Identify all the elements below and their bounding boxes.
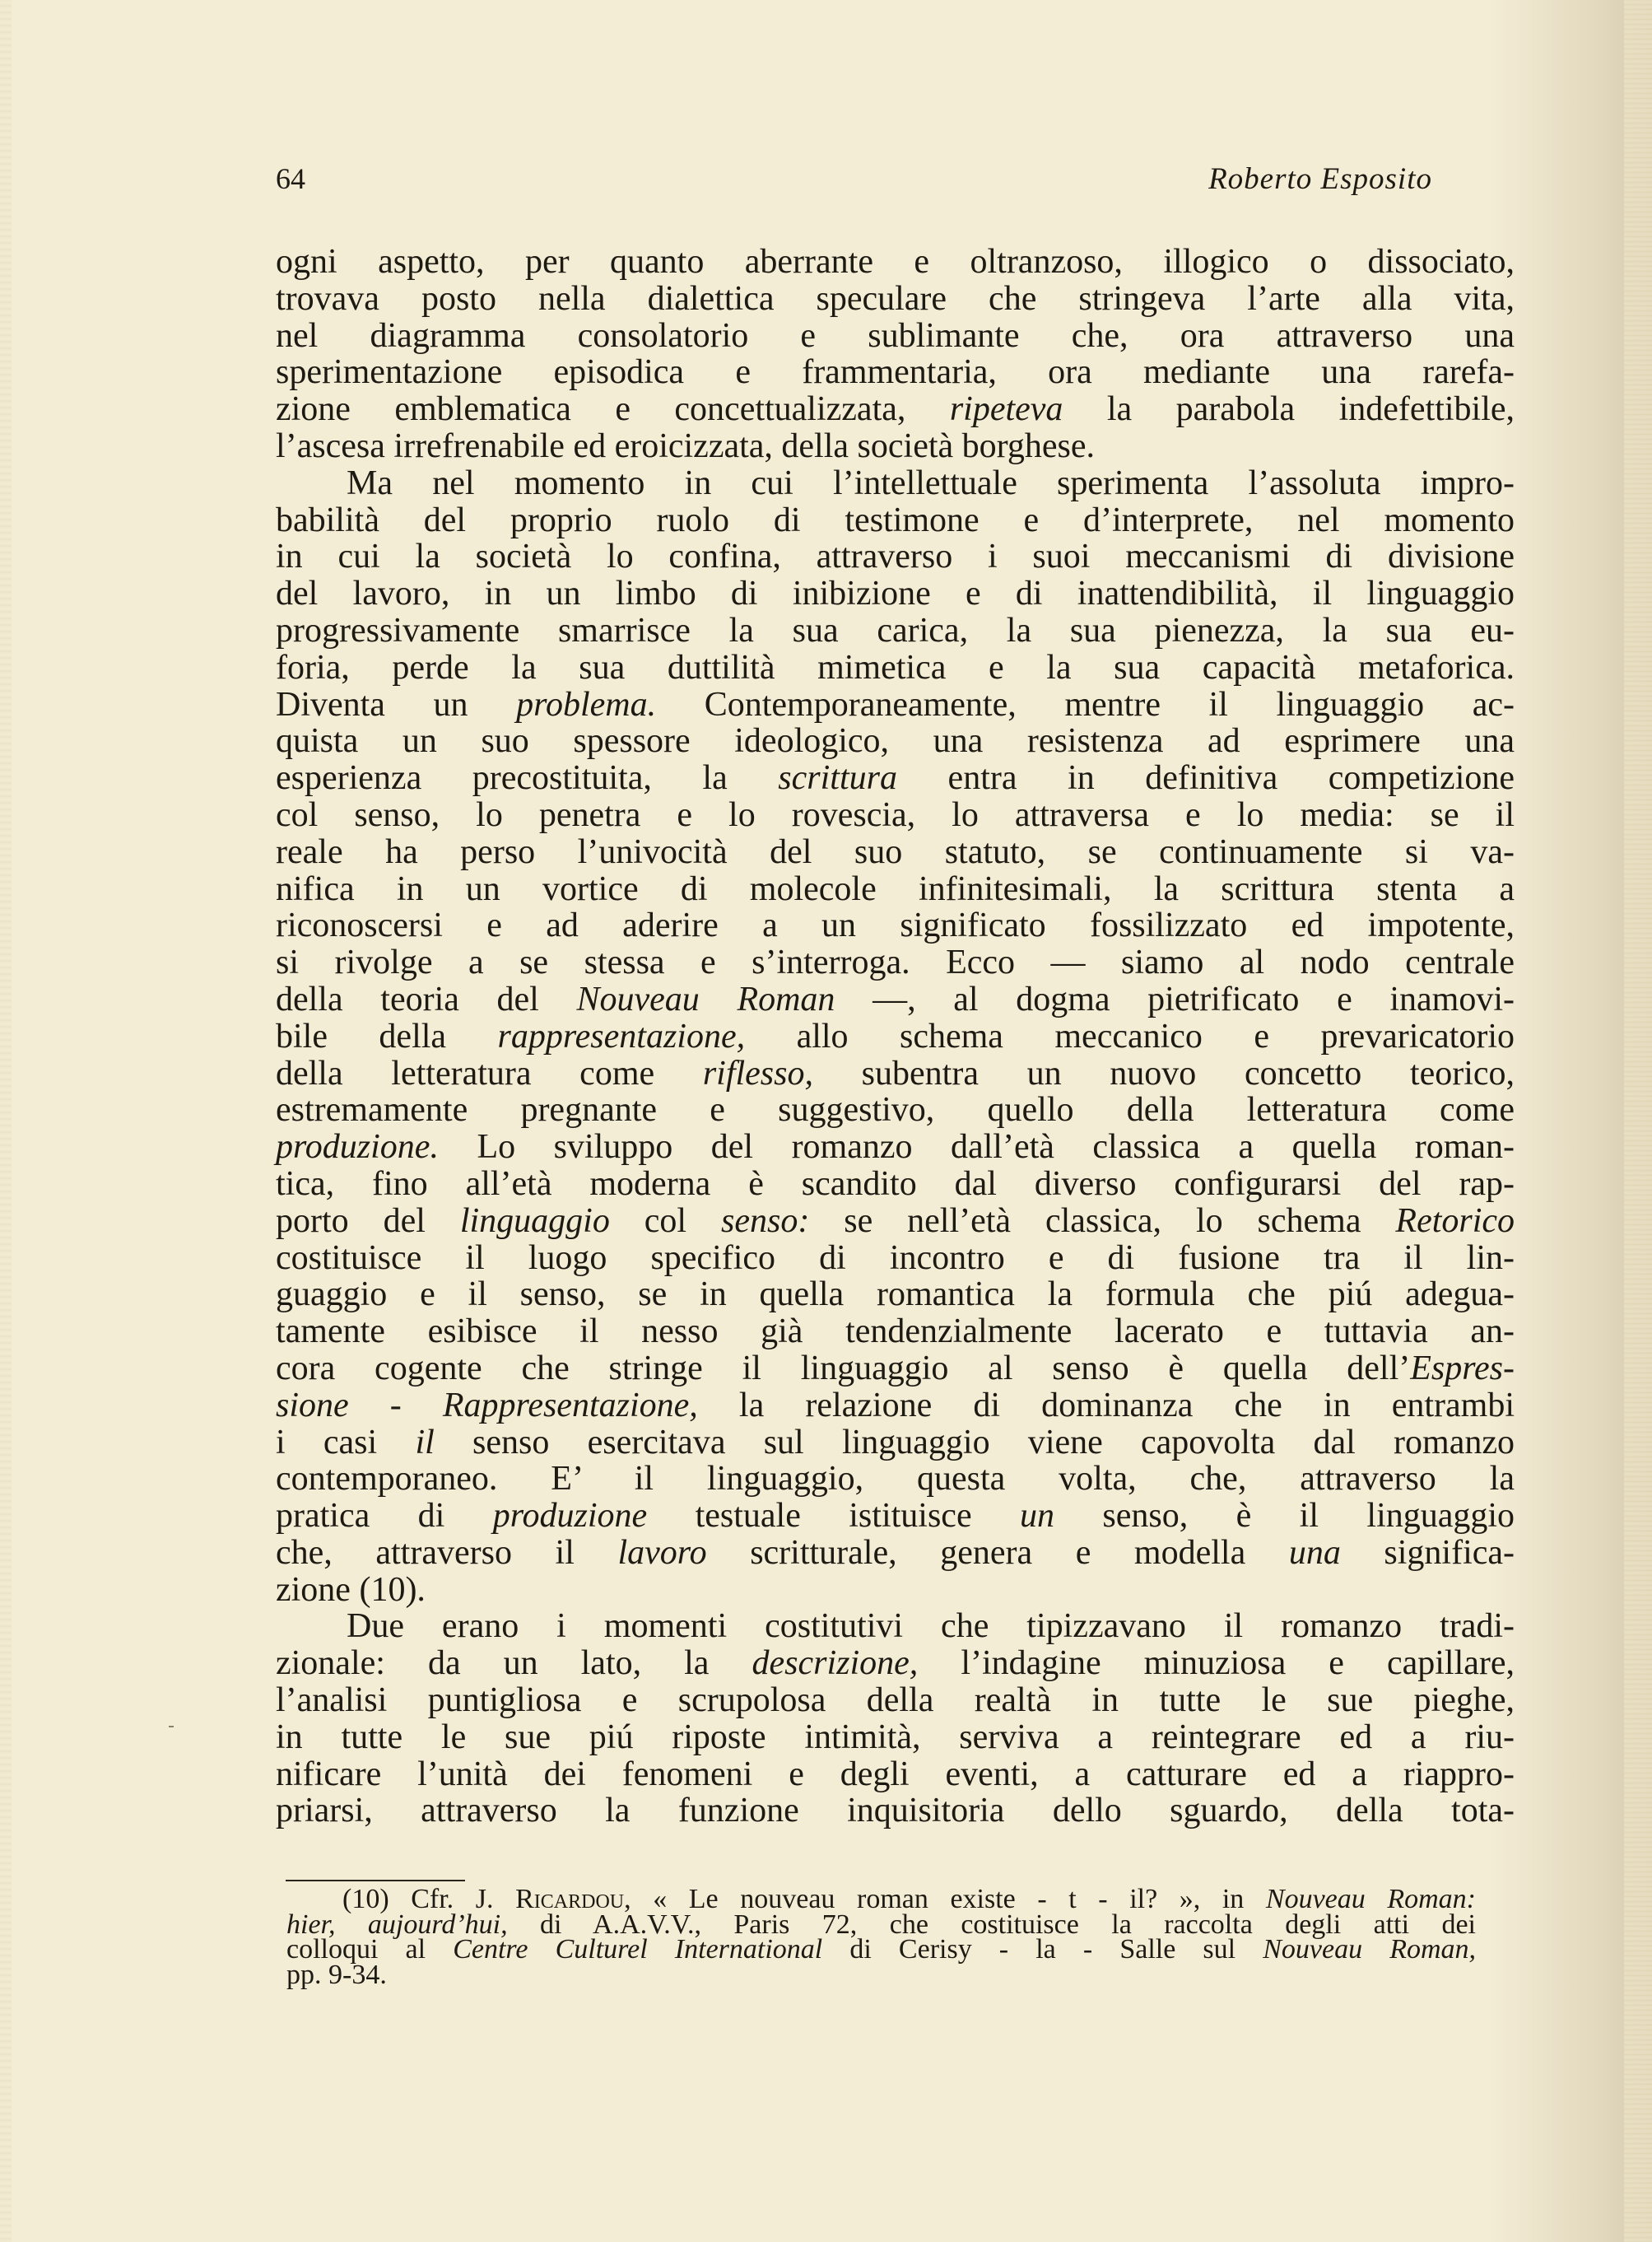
text-line: produzione. Lo sviluppo del romanzo dall’età classica a quella roman- — [276, 1128, 1515, 1167]
page-number: 64 — [276, 162, 305, 195]
text-line: zione emblematica e concettualizzata, ripeteva la parabola indefettibile, — [276, 390, 1515, 429]
text-line: Due erano i momenti costitutivi che tipizzavano il romanzo tradi- — [347, 1607, 1515, 1646]
text-line: zione (10). — [276, 1570, 426, 1609]
text-line: tamente esibisce il nesso già tendenzialmente lacerato e tuttavia an- — [276, 1312, 1515, 1351]
text-line: priarsi, attraverso la funzione inquisitoria dello sguardo, della tota- — [276, 1792, 1515, 1830]
text-line: nificare l’unità dei fenomeni e degli eventi, a catturare ed a riappro- — [276, 1755, 1515, 1793]
text-line: si rivolge a se stessa e s’interroga. Ecco — siamo al nodo centrale — [276, 944, 1515, 982]
text-line: zionale: da un lato, la descrizione, l’indagine minuziosa e capillare, — [276, 1644, 1515, 1683]
text-line: i casi il senso esercitava sul linguaggio viene capovolta dal romanzo — [276, 1423, 1515, 1461]
footnote-rule — [286, 1880, 465, 1881]
text-line: quista un suo spessore ideologico, una resistenza ad esprimere una — [276, 722, 1515, 761]
text-line: reale ha perso l’univocità del suo statuto, se continuamente si va- — [276, 832, 1515, 871]
footnote-line: pp. 9-34. — [286, 1959, 387, 1990]
text-line: guaggio e il senso, se in quella romantica la formula che piú adegua- — [276, 1275, 1515, 1314]
margin-mark — [169, 1726, 174, 1727]
running-head: Roberto Esposito — [1208, 162, 1432, 196]
footnote-line: (10) Cfr. J. Ricardou, « Le nouveau roman existe - t - il? », in Nouveau Roman: — [342, 1884, 1476, 1914]
text-line: nel diagramma consolatorio e sublimante che, ora attraverso una — [276, 316, 1515, 355]
text-line: nifica in un vortice di molecole infinitesimali, la scrittura stenta a — [276, 869, 1515, 908]
text-line: della letteratura come riflesso, subentra un nuovo concetto teorico, — [276, 1054, 1515, 1093]
text-line: in cui la società lo confina, attraverso i suoi meccanismi di divisione — [276, 538, 1515, 576]
text-line: babilità del proprio ruolo di testimone e d’interprete, nel momento — [276, 501, 1515, 539]
text-line: che, attraverso il lavoro scritturale, genera e modella una significa- — [276, 1533, 1515, 1572]
text-line: del lavoro, in un limbo di inibizione e di inattendibilità, il linguaggio — [276, 575, 1515, 613]
footnote — [286, 1884, 1477, 1990]
footnote-line: colloqui al Centre Culturel International di Cerisy - la - Salle sul Nouveau Roman, — [286, 1934, 1477, 1965]
text-line: esperienza precostituita, la scrittura entra in definitiva competizione — [276, 759, 1515, 798]
text-line: trovava posto nella dialettica speculare che stringeva l’arte alla vita, — [276, 279, 1515, 318]
text-line: l’ascesa irrefrenabile ed eroicizzata, della società borghese. — [276, 426, 1095, 465]
text-line: col senso, lo penetra e lo rovescia, lo attraversa e lo media: se il — [276, 795, 1515, 834]
text-line: progressivamente smarrisce la sua carica, la sua pienezza, la sua eu- — [276, 611, 1515, 650]
text-line: in tutte le sue piú riposte intimità, serviva a reintegrare ed a riu- — [276, 1718, 1515, 1756]
text-line: Diventa un problema. Contemporaneamente, mentre il linguaggio ac- — [276, 685, 1515, 724]
text-line: tica, fino all’età moderna è scandito dal diverso configurarsi del rap- — [276, 1164, 1515, 1203]
page-header — [276, 161, 1432, 203]
page-edge-left — [0, 0, 12, 2242]
footnote-line: hier, aujourd’hui, di A.A.V.V., Paris 72, che costituisce la raccolta degli atti dei — [286, 1909, 1476, 1940]
page-edge-right — [1624, 0, 1652, 2242]
text-line: contemporaneo. E’ il linguaggio, questa volta, che, attraverso la — [276, 1460, 1515, 1499]
text-line: ogni aspetto, per quanto aberrante e oltranzoso, illogico o dissociato, — [276, 243, 1515, 281]
text-line: estremamente pregnante e suggestivo, quello della letteratura come — [276, 1091, 1515, 1130]
text-line: riconoscersi e ad aderire a un significato fossilizzato ed impotente, — [276, 907, 1515, 945]
text-line: l’analisi puntigliosa e scrupolosa della realtà in tutte le sue pieghe, — [276, 1681, 1515, 1720]
text-line: sperimentazione episodica e frammentaria, ora mediante una rarefa- — [276, 353, 1515, 392]
text-line: bile della rappresentazione, allo schema meccanico e prevaricatorio — [276, 1017, 1515, 1056]
text-line: Ma nel momento in cui l’intellettuale sperimenta l’assoluta impro- — [347, 464, 1515, 502]
text-line: pratica di produzione testuale istituisce un senso, è il linguaggio — [276, 1497, 1515, 1536]
body-text — [276, 244, 1515, 1829]
text-line: sione - Rappresentazione, la relazione di dominanza che in entrambi — [276, 1386, 1515, 1424]
text-line: porto del linguaggio col senso: se nell’età classica, lo schema Retorico — [276, 1201, 1515, 1240]
text-line: costituisce il luogo specifico di incontro e di fusione tra il lin- — [276, 1238, 1515, 1277]
text-line: foria, perde la sua duttilità mimetica e la sua capacità metaforica. — [276, 648, 1515, 687]
text-line: cora cogente che stringe il linguaggio al senso è quella dell’Espres- — [276, 1349, 1515, 1387]
text-line: della teoria del Nouveau Roman —, al dogma pietrificato e inamovi- — [276, 980, 1515, 1018]
